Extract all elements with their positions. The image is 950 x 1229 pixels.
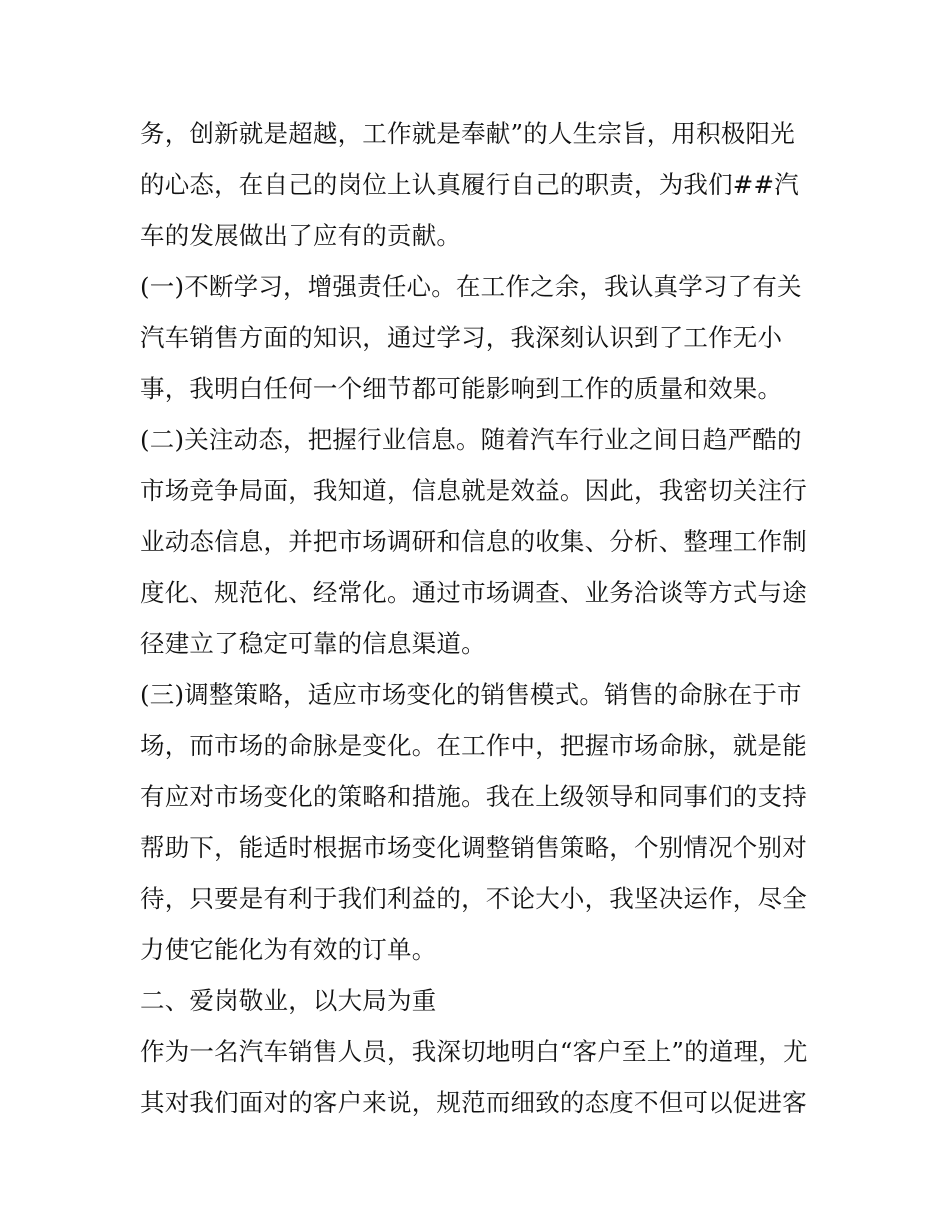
chapter-heading: 二、爱岗敬业，以大局为重 bbox=[140, 986, 437, 1015]
text-line: 其对我们面对的客户来说，规范而细致的态度不但可以促进客 bbox=[140, 1088, 807, 1117]
text-line: 作为一名汽车销售人员，我深切地明白“客户至上”的道理，尤 bbox=[140, 1037, 808, 1066]
section-heading-3: (三)调整策略，适应市场变化的销售模式。销售的命脉在于市 bbox=[140, 680, 802, 709]
text-line: 待，只要是有利于我们利益的，不论大小，我坚决运作，尽全 bbox=[140, 884, 807, 913]
section-heading-2: (二)关注动态，把握行业信息。随着汽车行业之间日趋严酷的 bbox=[140, 425, 802, 454]
document-body bbox=[140, 108, 820, 1128]
text-line: 的心态，在自己的岗位上认真履行自己的职责，为我们##汽 bbox=[140, 170, 799, 199]
text-line: 力使它能化为有效的订单。 bbox=[140, 935, 437, 964]
text-line: 市场竞争局面，我知道，信息就是效益。因此，我密切关注行 bbox=[140, 476, 807, 505]
text-line: 场，而市场的命脉是变化。在工作中，把握市场命脉，就是能 bbox=[140, 731, 807, 760]
text-line: 帮助下，能适时根据市场变化调整销售策略，个别情况个别对 bbox=[140, 833, 807, 862]
text-line: 车的发展做出了应有的贡献。 bbox=[140, 221, 462, 250]
text-line: 有应对市场变化的策略和措施。我在上级领导和同事们的支持 bbox=[140, 782, 807, 811]
text-line: 度化、规范化、经常化。通过市场调查、业务洽谈等方式与途 bbox=[140, 578, 807, 607]
text-line: 汽车销售方面的知识，通过学习，我深刻认识到了工作无小 bbox=[140, 323, 783, 352]
text-line: 径建立了稳定可靠的信息渠道。 bbox=[140, 629, 486, 658]
section-heading-1: (一)不断学习，增强责任心。在工作之余，我认真学习了有关 bbox=[140, 272, 802, 301]
text-line: 务，创新就是超越，工作就是奉献”的人生宗旨，用积极阳光 bbox=[140, 119, 795, 148]
text-line: 事，我明白任何一个细节都可能影响到工作的质量和效果。 bbox=[140, 374, 783, 403]
text-line: 业动态信息，并把市场调研和信息的收集、分析、整理工作制 bbox=[140, 527, 807, 556]
